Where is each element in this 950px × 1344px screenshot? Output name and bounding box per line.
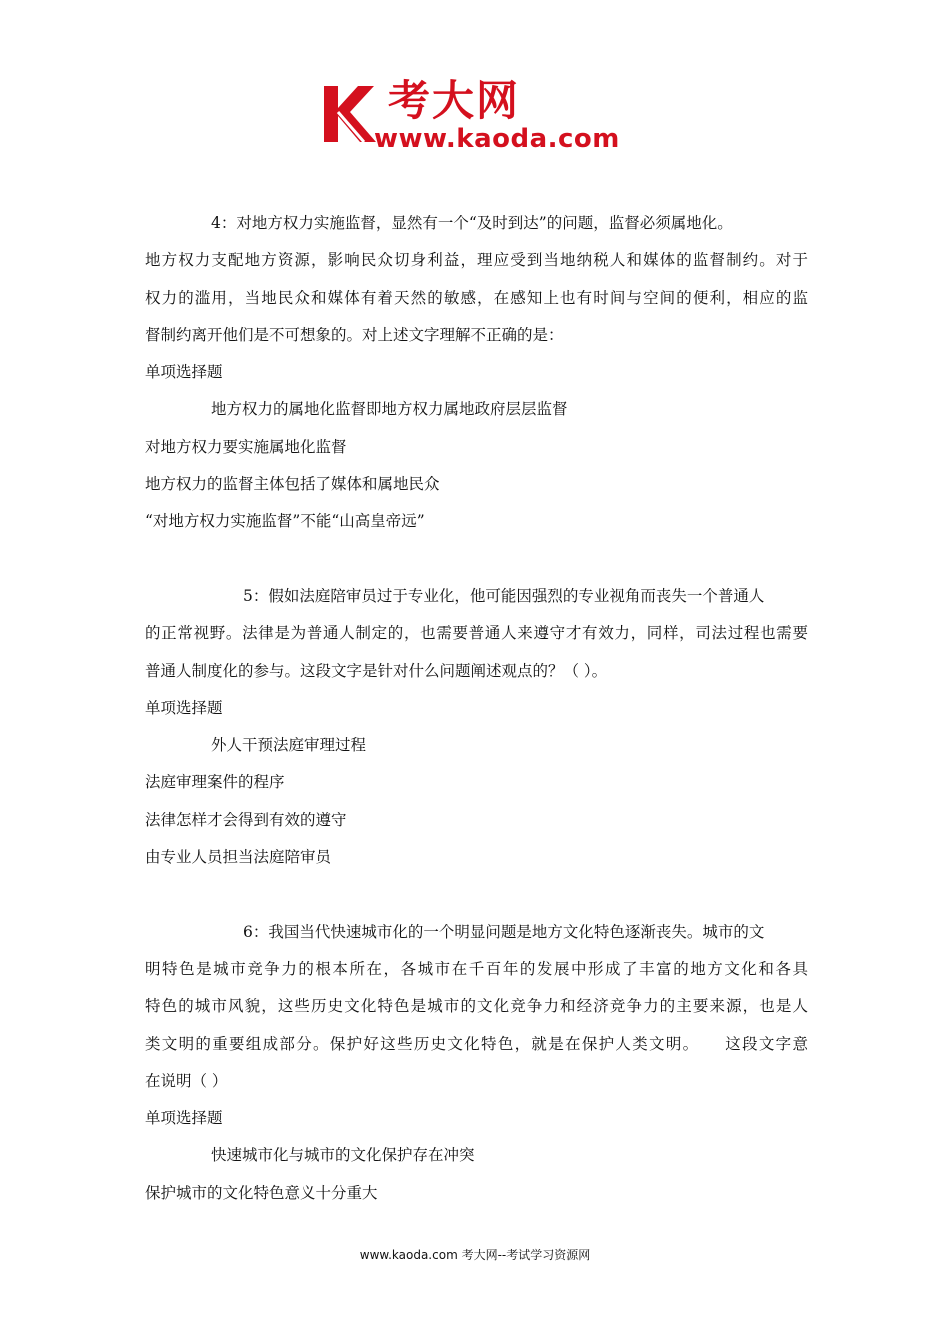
question-stem-line: 普通人制度化的参与。这段文字是针对什么问题阐述观点的？（ ）。 <box>145 661 608 680</box>
question-stem-line: 权力的滥用，当地民众和媒体有着天然的敏感，在感知上也有时间与空间的便利，相应的监 <box>145 288 808 307</box>
option-c: 地方权力的监督主体包括了媒体和属地民众 <box>145 475 440 494</box>
spacer <box>145 876 808 913</box>
logo-url: www.kaoda.com <box>374 124 620 154</box>
question-stem-line: 5：假如法庭陪审员过于专业化，他可能因强烈的专业视角而丧失一个普通人 <box>243 586 765 605</box>
question-type-label: 单项选择题 <box>145 698 223 717</box>
question-5 <box>145 578 808 876</box>
question-stem-line: 督制约离开他们是不可想象的。对上述文字理解不正确的是： <box>145 325 564 344</box>
option-c: 法律怎样才会得到有效的遵守 <box>145 810 347 829</box>
logo-title: 考大网 <box>388 76 521 125</box>
document-body <box>145 205 808 1212</box>
question-stem-line: 的正常视野。法律是为普通人制定的，也需要普通人来遵守才有效力，同样，司法过程也需要 <box>145 624 808 643</box>
option-b: 法庭审理案件的程序 <box>145 773 285 792</box>
question-stem-line: 6：我国当代快速城市化的一个明显问题是地方文化特色逐渐丧失。城市的文 <box>243 922 765 941</box>
option-a: 快速城市化与城市的文化保护存在冲突 <box>211 1146 475 1165</box>
page-footer: www.kaoda.com 考大网--考试学习资源网 <box>359 1248 591 1262</box>
question-stem-line: 地方权力支配地方资源，影响民众切身利益，理应受到当地纳税人和媒体的监督制约。对于 <box>145 251 808 270</box>
option-d: 由专业人员担当法庭陪审员 <box>145 848 332 867</box>
kaoda-logo <box>318 76 638 156</box>
question-4 <box>145 205 808 541</box>
option-b: 保护城市的文化特色意义十分重大 <box>145 1183 378 1202</box>
spacer <box>145 541 808 578</box>
question-stem-line: 在说明（ ） <box>145 1071 228 1090</box>
option-a: 外人干预法庭审理过程 <box>211 736 367 755</box>
option-a: 地方权力的属地化监督即地方权力属地政府层层监督 <box>211 400 568 419</box>
question-stem-line: 类文明的重要组成部分。保护好这些历史文化特色，就是在保护人类文明。 这段文字意 <box>145 1034 808 1053</box>
option-d: “对地方权力实施监督”不能“山高皇帝远” <box>145 512 425 531</box>
question-6 <box>145 914 808 1212</box>
question-stem-line: 特色的城市风貌，这些历史文化特色是城市的文化竞争力和经济竞争力的主要来源，也是人 <box>145 997 808 1016</box>
question-stem-line: 4：对地方权力实施监督，显然有一个“及时到达”的问题，监督必须属地化。 <box>211 214 733 232</box>
question-type-label: 单项选择题 <box>145 363 223 382</box>
option-b: 对地方权力要实施属地化监督 <box>145 437 347 456</box>
question-stem-line: 明特色是城市竞争力的根本所在，各城市在千百年的发展中形成了丰富的地方文化和各具 <box>145 959 808 978</box>
question-type-label: 单项选择题 <box>145 1109 223 1128</box>
